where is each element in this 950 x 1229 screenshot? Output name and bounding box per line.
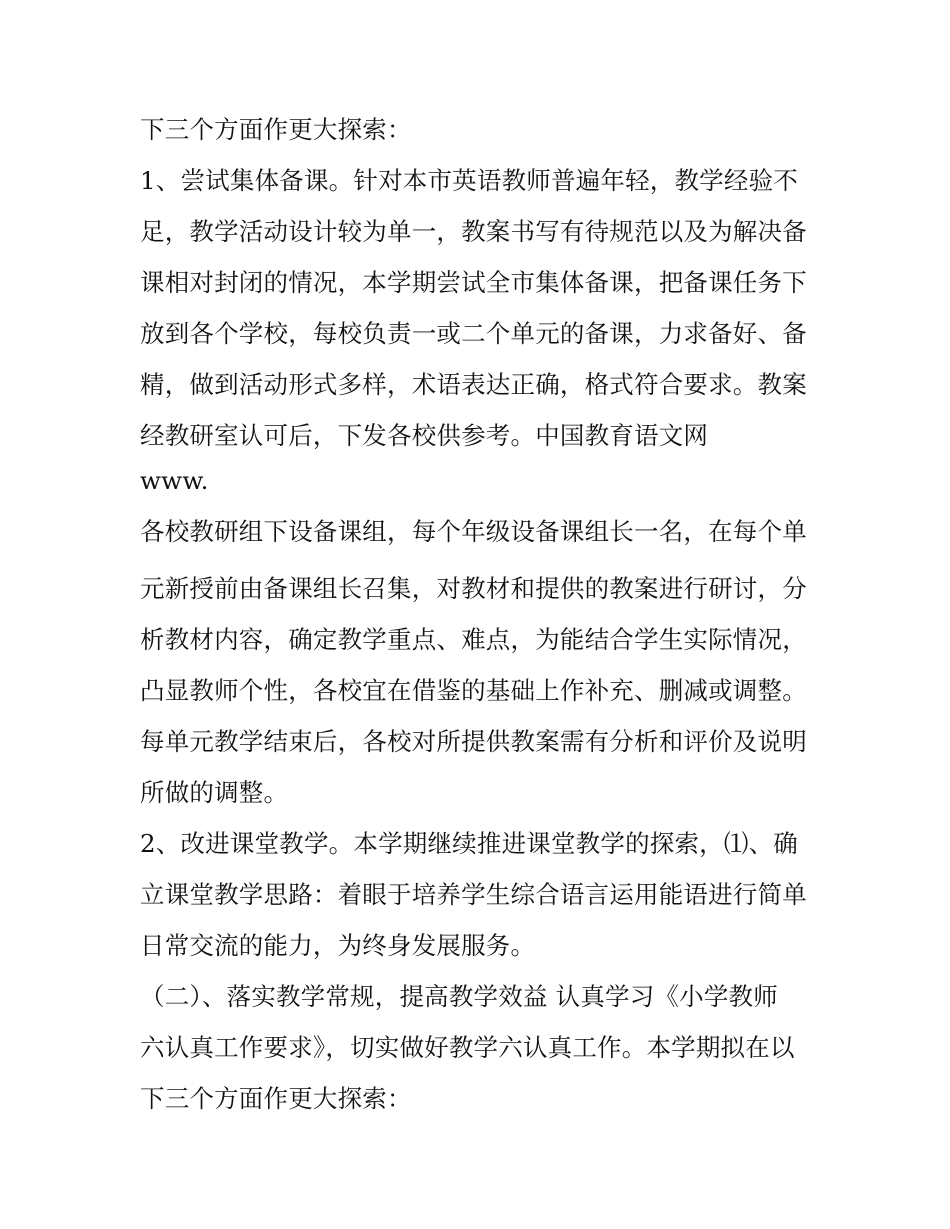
text-line-15: 2、改进课堂教学。本学期继续推进课堂教学的探索，⑴、确 <box>140 829 798 858</box>
text-line-7: 经教研室认可后，下发各校供参考。中国教育语文网 <box>140 421 709 450</box>
text-line-18: （二）、落实教学常规，提高教学效益 认真学习《小学教师 <box>140 982 778 1011</box>
text-line-12: 凸显教师个性，各校宜在借鉴的基础上作补充、删减或调整。 <box>140 676 807 705</box>
text-line-17: 日常交流的能力，为终身发展服务。 <box>140 931 536 960</box>
text-line-13: 每单元教学结束后，各校对所提供教案需有分析和评价及说明 <box>140 727 807 756</box>
text-line-4: 课相对封闭的情况，本学期尝试全市集体备课，把备课任务下 <box>140 268 807 297</box>
text-line-11: 析教材内容，确定教学重点、难点，为能结合学生实际情况， <box>140 625 807 654</box>
text-line-1: 下三个方面作更大探索： <box>140 115 412 144</box>
text-line-6: 精，做到活动形式多样，术语表达正确，格式符合要求。教案 <box>140 370 807 399</box>
text-line-5: 放到各个学校，每校负责一或二个单元的备课，力求备好、备 <box>140 319 807 348</box>
text-line-14: 所做的调整。 <box>140 778 289 807</box>
document-body <box>140 104 820 1124</box>
text-line-10: 元新授前由备课组长召集，对教材和提供的教案进行研讨，分 <box>140 574 807 603</box>
text-line-3: 足，教学活动设计较为单一，教案书写有待规范以及为解决备 <box>140 217 807 246</box>
text-line-2: 1、尝试集体备课。针对本市英语教师普遍年轻，教学经验不 <box>140 166 798 195</box>
text-line-16: 立课堂教学思路：着眼于培养学生综合语言运用能语进行简单 <box>140 880 807 909</box>
text-line-9: 各校教研组下设备课组，每个年级设备课组长一名，在每个单 <box>140 517 807 546</box>
text-line-19: 六认真工作要求》，切实做好教学六认真工作。本学期拟在以 <box>140 1033 795 1062</box>
text-line-20: 下三个方面作更大探索： <box>140 1084 412 1113</box>
text-line-8: www. <box>140 466 209 495</box>
